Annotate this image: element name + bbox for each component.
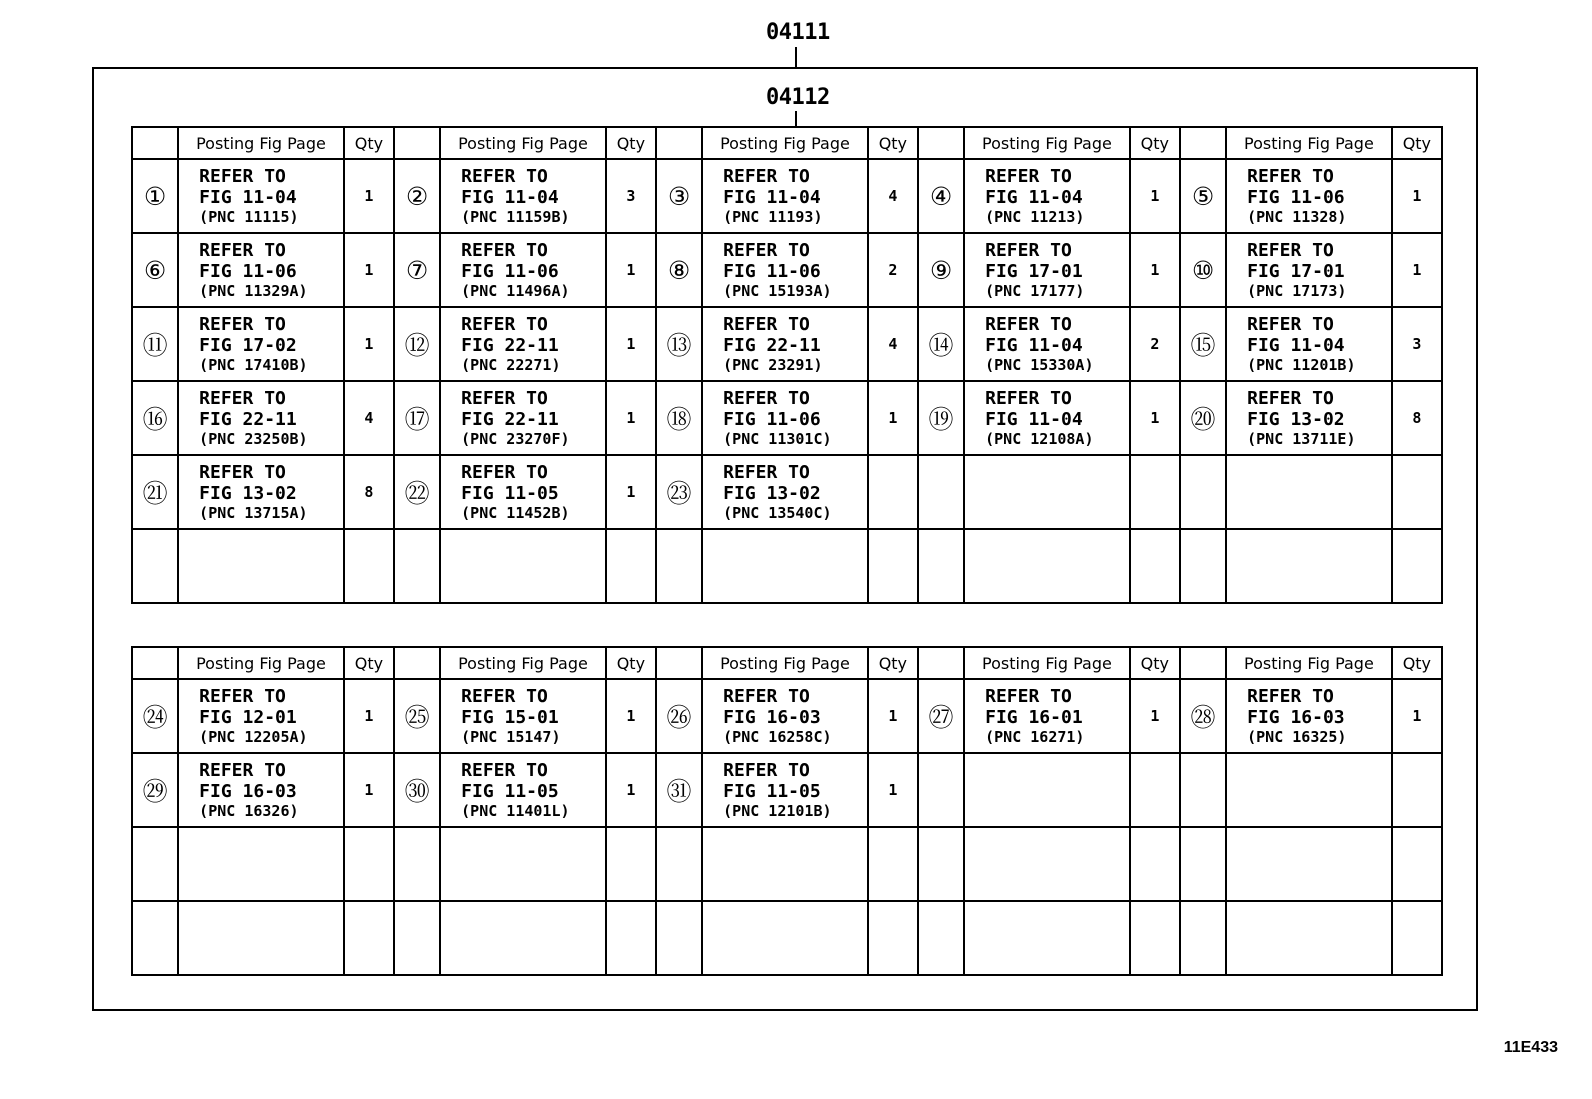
posting-reference-cell xyxy=(440,679,606,753)
fig-number: FIG 11-06 xyxy=(1247,186,1345,208)
pnc-number: (PNC 22271) xyxy=(461,355,561,374)
qty-value xyxy=(868,455,918,529)
qty-value: 3 xyxy=(606,159,656,233)
refer-to-text: REFER TO xyxy=(723,239,810,261)
callout-number xyxy=(132,529,178,603)
refer-to-text: REFER TO xyxy=(723,685,810,707)
qty-value: 1 xyxy=(606,233,656,307)
callout-number xyxy=(918,529,964,603)
pnc-number: (PNC 11213) xyxy=(985,207,1085,226)
inner-assembly-label: 04112 xyxy=(766,85,830,110)
posting-reference-cell xyxy=(178,827,344,901)
header-posting-fig-page: Posting Fig Page xyxy=(440,647,606,679)
header-qty: Qty xyxy=(606,127,656,159)
callout-number: ① xyxy=(132,159,178,233)
refer-to-text: REFER TO xyxy=(461,685,548,707)
fig-number: FIG 22-11 xyxy=(461,334,559,356)
posting-reference-cell xyxy=(964,679,1130,753)
header-posting-fig-page: Posting Fig Page xyxy=(178,127,344,159)
header-posting-fig-page: Posting Fig Page xyxy=(964,127,1130,159)
pnc-number: (PNC 11201B) xyxy=(1247,355,1356,374)
outer-leader-line xyxy=(795,47,797,68)
header-qty: Qty xyxy=(1392,127,1442,159)
pnc-number: (PNC 13711E) xyxy=(1247,429,1356,448)
header-posting-fig-page: Posting Fig Page xyxy=(702,127,868,159)
qty-value xyxy=(1130,529,1180,603)
posting-reference-cell xyxy=(702,381,868,455)
posting-reference-cell xyxy=(440,901,606,975)
pnc-number: (PNC 11329A) xyxy=(199,281,308,300)
table-row xyxy=(132,679,1442,753)
fig-number: FIG 11-04 xyxy=(985,186,1083,208)
posting-reference-cell xyxy=(1226,381,1392,455)
posting-reference-cell xyxy=(702,529,868,603)
pnc-number: (PNC 17410B) xyxy=(199,355,308,374)
pnc-number: (PNC 11159B) xyxy=(461,207,570,226)
pnc-number: (PNC 16325) xyxy=(1247,727,1347,746)
callout-number: ㉖ xyxy=(656,679,702,753)
refer-to-text: REFER TO xyxy=(199,239,286,261)
posting-reference-cell xyxy=(702,307,868,381)
refer-to-text: REFER TO xyxy=(723,313,810,335)
refer-to-text: REFER TO xyxy=(723,461,810,483)
pnc-number: (PNC 17173) xyxy=(1247,281,1347,300)
callout-number: ⑥ xyxy=(132,233,178,307)
callout-number: ⑭ xyxy=(918,307,964,381)
qty-value: 1 xyxy=(1392,233,1442,307)
outer-assembly-label: 04111 xyxy=(766,20,830,45)
qty-value: 8 xyxy=(1392,381,1442,455)
refer-to-text: REFER TO xyxy=(723,165,810,187)
pnc-number: (PNC 12108A) xyxy=(985,429,1094,448)
fig-number: FIG 17-01 xyxy=(1247,260,1345,282)
refer-to-text: REFER TO xyxy=(985,165,1072,187)
qty-value xyxy=(606,901,656,975)
callout-number: ⑱ xyxy=(656,381,702,455)
posting-reference-cell xyxy=(1226,233,1392,307)
pnc-number: (PNC 15330A) xyxy=(985,355,1094,374)
reference-table-lower xyxy=(131,646,1443,976)
refer-to-text: REFER TO xyxy=(985,387,1072,409)
table-row xyxy=(132,529,1442,603)
pnc-number: (PNC 13715A) xyxy=(199,503,308,522)
fig-number: FIG 13-02 xyxy=(723,482,821,504)
callout-number: ㉛ xyxy=(656,753,702,827)
header-blank-cell xyxy=(1180,127,1226,159)
posting-reference-cell xyxy=(1226,827,1392,901)
callout-number: ⑧ xyxy=(656,233,702,307)
posting-reference-cell xyxy=(964,753,1130,827)
callout-number xyxy=(656,529,702,603)
posting-reference-cell xyxy=(702,159,868,233)
table-row xyxy=(132,901,1442,975)
posting-reference-cell xyxy=(1226,529,1392,603)
callout-number: ㉓ xyxy=(656,455,702,529)
fig-number: FIG 16-03 xyxy=(723,706,821,728)
posting-reference-cell xyxy=(1226,455,1392,529)
callout-number xyxy=(1180,901,1226,975)
posting-reference-cell xyxy=(964,827,1130,901)
posting-reference-cell xyxy=(178,381,344,455)
callout-number xyxy=(918,455,964,529)
callout-number: ⑲ xyxy=(918,381,964,455)
qty-value: 1 xyxy=(868,753,918,827)
fig-number: FIG 11-04 xyxy=(985,408,1083,430)
callout-number: ⑰ xyxy=(394,381,440,455)
pnc-number: (PNC 17177) xyxy=(985,281,1085,300)
qty-value: 1 xyxy=(606,381,656,455)
fig-number: FIG 11-06 xyxy=(199,260,297,282)
posting-reference-cell xyxy=(702,455,868,529)
header-row xyxy=(132,647,1442,679)
header-blank-cell xyxy=(132,127,178,159)
posting-reference-cell xyxy=(178,529,344,603)
callout-number: ⑳ xyxy=(1180,381,1226,455)
posting-reference-cell xyxy=(702,901,868,975)
qty-value: 1 xyxy=(606,753,656,827)
callout-number xyxy=(1180,455,1226,529)
posting-reference-cell xyxy=(440,827,606,901)
fig-number: FIG 11-05 xyxy=(461,482,559,504)
callout-number: ⑤ xyxy=(1180,159,1226,233)
qty-value: 1 xyxy=(868,679,918,753)
refer-to-text: REFER TO xyxy=(199,165,286,187)
qty-value: 1 xyxy=(1130,381,1180,455)
inner-leader-line xyxy=(795,111,797,127)
qty-value: 1 xyxy=(606,679,656,753)
callout-number: ㉚ xyxy=(394,753,440,827)
pnc-number: (PNC 11301C) xyxy=(723,429,832,448)
posting-reference-cell xyxy=(964,455,1130,529)
fig-number: FIG 11-04 xyxy=(461,186,559,208)
header-blank-cell xyxy=(394,127,440,159)
posting-reference-cell xyxy=(702,753,868,827)
posting-reference-cell xyxy=(1226,679,1392,753)
table-row xyxy=(132,455,1442,529)
pnc-number: (PNC 11452B) xyxy=(461,503,570,522)
qty-value: 1 xyxy=(868,381,918,455)
fig-number: FIG 17-01 xyxy=(985,260,1083,282)
header-blank-cell xyxy=(656,647,702,679)
callout-number: ⑫ xyxy=(394,307,440,381)
posting-reference-cell xyxy=(178,679,344,753)
refer-to-text: REFER TO xyxy=(461,759,548,781)
fig-number: FIG 22-11 xyxy=(199,408,297,430)
qty-value xyxy=(1392,827,1442,901)
qty-value: 4 xyxy=(868,307,918,381)
callout-number xyxy=(918,753,964,827)
figure-id: 11E433 xyxy=(1503,1039,1558,1056)
posting-reference-cell xyxy=(440,307,606,381)
pnc-number: (PNC 12101B) xyxy=(723,801,832,820)
pnc-number: (PNC 11115) xyxy=(199,207,299,226)
callout-number: ㉔ xyxy=(132,679,178,753)
header-qty: Qty xyxy=(1130,127,1180,159)
pnc-number: (PNC 16258C) xyxy=(723,727,832,746)
refer-to-text: REFER TO xyxy=(1247,165,1334,187)
refer-to-text: REFER TO xyxy=(723,759,810,781)
qty-value: 1 xyxy=(344,753,394,827)
posting-reference-cell xyxy=(1226,901,1392,975)
callout-number: ㉘ xyxy=(1180,679,1226,753)
fig-number: FIG 22-11 xyxy=(723,334,821,356)
callout-number xyxy=(394,901,440,975)
header-qty: Qty xyxy=(606,647,656,679)
posting-reference-cell xyxy=(440,159,606,233)
qty-value: 1 xyxy=(344,307,394,381)
qty-value xyxy=(1392,455,1442,529)
refer-to-text: REFER TO xyxy=(199,685,286,707)
refer-to-text: REFER TO xyxy=(461,387,548,409)
posting-reference-cell xyxy=(964,529,1130,603)
fig-number: FIG 16-01 xyxy=(985,706,1083,728)
refer-to-text: REFER TO xyxy=(985,313,1072,335)
callout-number xyxy=(132,901,178,975)
callout-number: ㉕ xyxy=(394,679,440,753)
refer-to-text: REFER TO xyxy=(1247,313,1334,335)
fig-number: FIG 13-02 xyxy=(1247,408,1345,430)
posting-reference-cell xyxy=(178,753,344,827)
header-posting-fig-page: Posting Fig Page xyxy=(964,647,1130,679)
table-row xyxy=(132,381,1442,455)
header-row xyxy=(132,127,1442,159)
qty-value xyxy=(344,529,394,603)
pnc-number: (PNC 12205A) xyxy=(199,727,308,746)
qty-value: 1 xyxy=(1392,679,1442,753)
qty-value: 2 xyxy=(1130,307,1180,381)
pnc-number: (PNC 11401L) xyxy=(461,801,570,820)
table-row xyxy=(132,827,1442,901)
qty-value xyxy=(868,529,918,603)
qty-value: 1 xyxy=(606,307,656,381)
refer-to-text: REFER TO xyxy=(461,239,548,261)
callout-number: ⑦ xyxy=(394,233,440,307)
qty-value: 4 xyxy=(344,381,394,455)
header-posting-fig-page: Posting Fig Page xyxy=(702,647,868,679)
posting-reference-cell xyxy=(964,901,1130,975)
posting-reference-cell xyxy=(1226,159,1392,233)
qty-value xyxy=(606,529,656,603)
posting-reference-cell xyxy=(440,381,606,455)
pnc-number: (PNC 11328) xyxy=(1247,207,1347,226)
header-blank-cell xyxy=(656,127,702,159)
callout-number: ⑯ xyxy=(132,381,178,455)
qty-value xyxy=(344,901,394,975)
pnc-number: (PNC 23250B) xyxy=(199,429,308,448)
fig-number: FIG 11-04 xyxy=(985,334,1083,356)
callout-number: ⑬ xyxy=(656,307,702,381)
header-qty: Qty xyxy=(1130,647,1180,679)
callout-number: ④ xyxy=(918,159,964,233)
qty-value: 4 xyxy=(868,159,918,233)
refer-to-text: REFER TO xyxy=(461,313,548,335)
callout-number: ⑮ xyxy=(1180,307,1226,381)
pnc-number: (PNC 15193A) xyxy=(723,281,832,300)
fig-number: FIG 15-01 xyxy=(461,706,559,728)
table-row xyxy=(132,307,1442,381)
qty-value xyxy=(1392,901,1442,975)
header-qty: Qty xyxy=(344,127,394,159)
posting-reference-cell xyxy=(1226,307,1392,381)
refer-to-text: REFER TO xyxy=(723,387,810,409)
fig-number: FIG 11-06 xyxy=(461,260,559,282)
qty-value xyxy=(868,901,918,975)
header-qty: Qty xyxy=(868,647,918,679)
callout-number xyxy=(1180,753,1226,827)
qty-value: 1 xyxy=(344,159,394,233)
callout-number xyxy=(918,901,964,975)
posting-reference-cell xyxy=(1226,753,1392,827)
callout-number: ㉙ xyxy=(132,753,178,827)
callout-number xyxy=(918,827,964,901)
refer-to-text: REFER TO xyxy=(985,685,1072,707)
pnc-number: (PNC 16326) xyxy=(199,801,299,820)
header-blank-cell xyxy=(132,647,178,679)
callout-number: ⑩ xyxy=(1180,233,1226,307)
posting-reference-cell xyxy=(178,159,344,233)
qty-value: 1 xyxy=(344,679,394,753)
header-posting-fig-page: Posting Fig Page xyxy=(440,127,606,159)
qty-value xyxy=(1130,455,1180,529)
callout-number xyxy=(656,827,702,901)
posting-reference-cell xyxy=(178,901,344,975)
fig-number: FIG 12-01 xyxy=(199,706,297,728)
table-row xyxy=(132,753,1442,827)
pnc-number: (PNC 15147) xyxy=(461,727,561,746)
header-blank-cell xyxy=(394,647,440,679)
posting-reference-cell xyxy=(440,233,606,307)
header-posting-fig-page: Posting Fig Page xyxy=(178,647,344,679)
callout-number: ㉒ xyxy=(394,455,440,529)
callout-number xyxy=(132,827,178,901)
qty-value xyxy=(606,827,656,901)
reference-table-upper xyxy=(131,126,1443,604)
fig-number: FIG 16-03 xyxy=(199,780,297,802)
fig-number: FIG 11-04 xyxy=(1247,334,1345,356)
qty-value xyxy=(344,827,394,901)
fig-number: FIG 11-04 xyxy=(723,186,821,208)
pnc-number: (PNC 11193) xyxy=(723,207,823,226)
qty-value: 1 xyxy=(1392,159,1442,233)
header-blank-cell xyxy=(918,647,964,679)
header-qty: Qty xyxy=(1392,647,1442,679)
posting-reference-cell xyxy=(964,233,1130,307)
header-blank-cell xyxy=(918,127,964,159)
refer-to-text: REFER TO xyxy=(199,461,286,483)
fig-number: FIG 11-05 xyxy=(461,780,559,802)
callout-number xyxy=(656,901,702,975)
table-row xyxy=(132,159,1442,233)
posting-reference-cell xyxy=(440,455,606,529)
refer-to-text: REFER TO xyxy=(1247,387,1334,409)
callout-number xyxy=(394,827,440,901)
posting-reference-cell xyxy=(178,307,344,381)
posting-reference-cell xyxy=(702,827,868,901)
fig-number: FIG 13-02 xyxy=(199,482,297,504)
qty-value: 1 xyxy=(1130,679,1180,753)
callout-number: ⑪ xyxy=(132,307,178,381)
qty-value xyxy=(1392,753,1442,827)
header-blank-cell xyxy=(1180,647,1226,679)
qty-value: 3 xyxy=(1392,307,1442,381)
refer-to-text: REFER TO xyxy=(1247,239,1334,261)
refer-to-text: REFER TO xyxy=(461,461,548,483)
fig-number: FIG 17-02 xyxy=(199,334,297,356)
fig-number: FIG 22-11 xyxy=(461,408,559,430)
qty-value xyxy=(1392,529,1442,603)
posting-reference-cell xyxy=(964,381,1130,455)
refer-to-text: REFER TO xyxy=(199,313,286,335)
pnc-number: (PNC 13540C) xyxy=(723,503,832,522)
qty-value xyxy=(1130,901,1180,975)
fig-number: FIG 11-06 xyxy=(723,408,821,430)
pnc-number: (PNC 23291) xyxy=(723,355,823,374)
callout-number: ② xyxy=(394,159,440,233)
posting-reference-cell xyxy=(702,679,868,753)
posting-reference-cell xyxy=(440,529,606,603)
refer-to-text: REFER TO xyxy=(199,387,286,409)
header-qty: Qty xyxy=(868,127,918,159)
posting-reference-cell xyxy=(178,233,344,307)
header-qty: Qty xyxy=(344,647,394,679)
qty-value: 8 xyxy=(344,455,394,529)
callout-number: ③ xyxy=(656,159,702,233)
qty-value xyxy=(1130,827,1180,901)
refer-to-text: REFER TO xyxy=(199,759,286,781)
posting-reference-cell xyxy=(964,307,1130,381)
header-posting-fig-page: Posting Fig Page xyxy=(1226,647,1392,679)
posting-reference-cell xyxy=(964,159,1130,233)
refer-to-text: REFER TO xyxy=(1247,685,1334,707)
qty-value xyxy=(868,827,918,901)
posting-reference-cell xyxy=(440,753,606,827)
pnc-number: (PNC 11496A) xyxy=(461,281,570,300)
qty-value: 1 xyxy=(1130,159,1180,233)
qty-value: 1 xyxy=(1130,233,1180,307)
table-row xyxy=(132,233,1442,307)
fig-number: FIG 11-05 xyxy=(723,780,821,802)
refer-to-text: REFER TO xyxy=(461,165,548,187)
posting-reference-cell xyxy=(178,455,344,529)
fig-number: FIG 11-06 xyxy=(723,260,821,282)
header-posting-fig-page: Posting Fig Page xyxy=(1226,127,1392,159)
qty-value xyxy=(1130,753,1180,827)
callout-number: ㉑ xyxy=(132,455,178,529)
callout-number: ㉗ xyxy=(918,679,964,753)
qty-value: 2 xyxy=(868,233,918,307)
pnc-number: (PNC 23270F) xyxy=(461,429,570,448)
refer-to-text: REFER TO xyxy=(985,239,1072,261)
qty-value: 1 xyxy=(606,455,656,529)
callout-number xyxy=(1180,529,1226,603)
fig-number: FIG 16-03 xyxy=(1247,706,1345,728)
callout-number xyxy=(394,529,440,603)
pnc-number: (PNC 16271) xyxy=(985,727,1085,746)
posting-reference-cell xyxy=(702,233,868,307)
callout-number: ⑨ xyxy=(918,233,964,307)
qty-value: 1 xyxy=(344,233,394,307)
callout-number xyxy=(1180,827,1226,901)
fig-number: FIG 11-04 xyxy=(199,186,297,208)
